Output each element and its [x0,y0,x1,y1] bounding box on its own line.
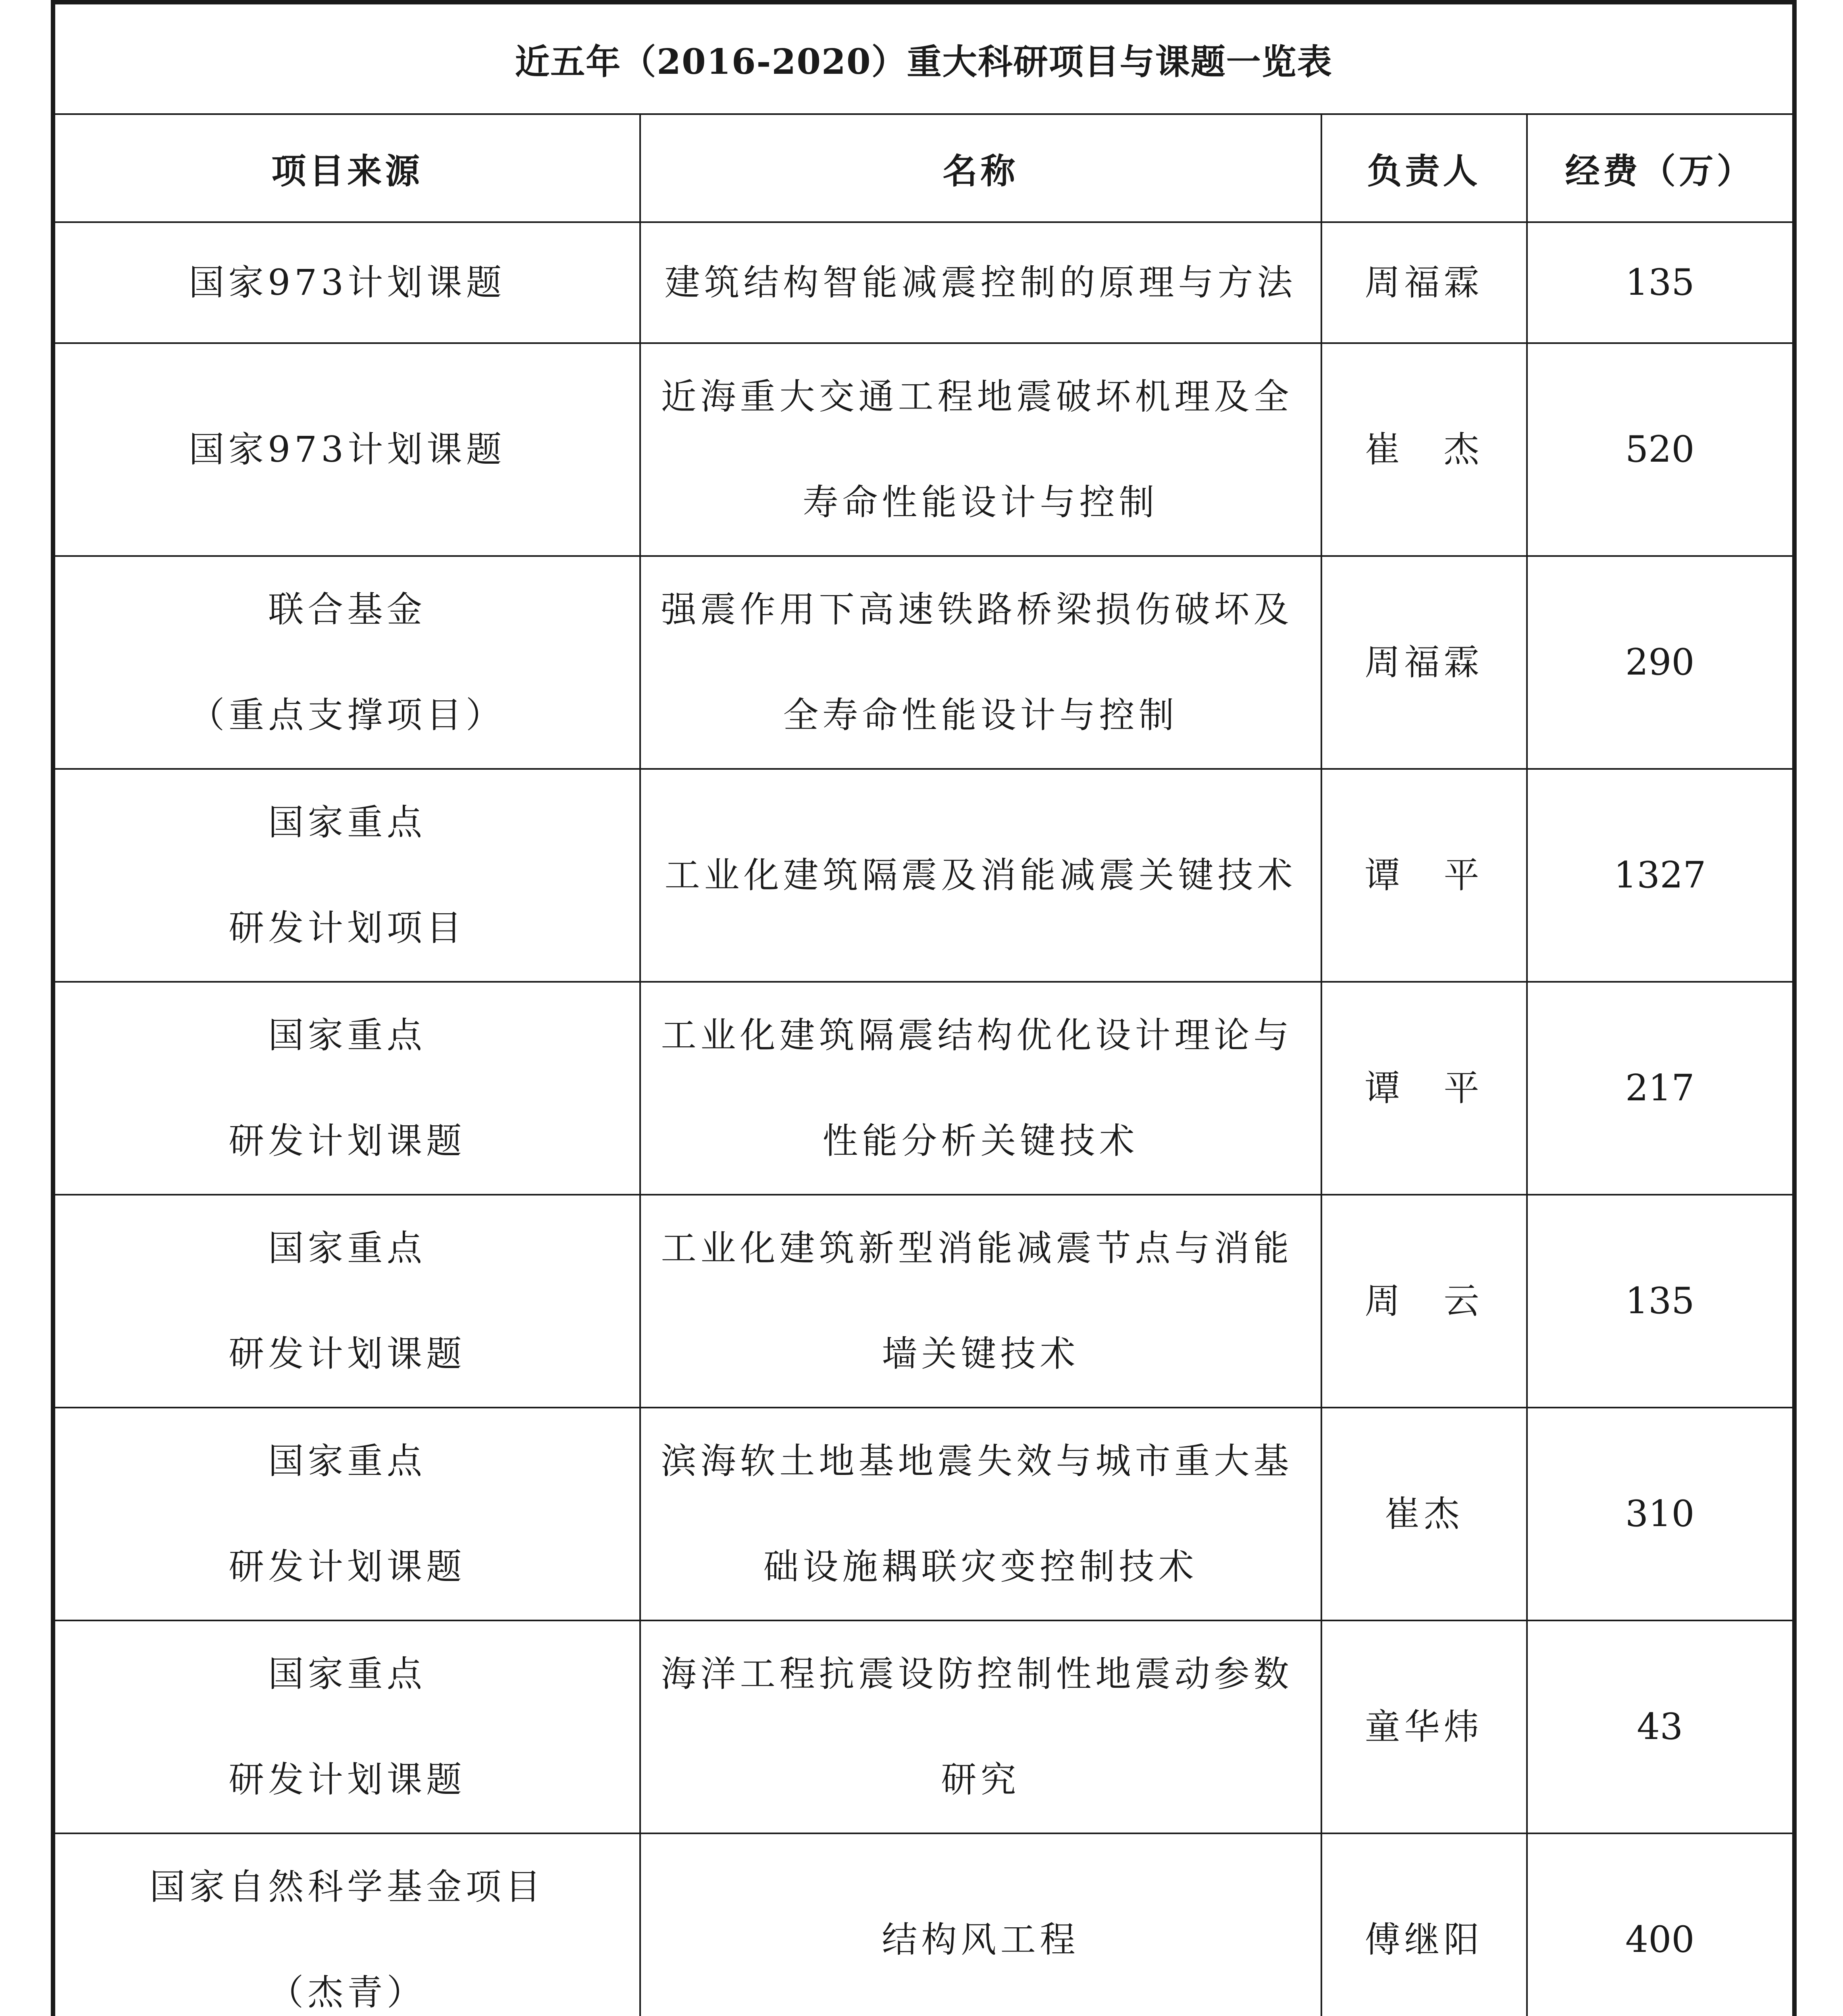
funding-value: 135 [1625,1280,1695,1322]
cell-source [53,982,640,1195]
table-row [53,343,1795,556]
cell-person [1321,1620,1527,1833]
table-row [53,1833,1795,2016]
name-line: 结构风工程 [882,1919,1080,1960]
funding-value: 310 [1625,1493,1695,1535]
cell-funding [1527,1833,1795,2016]
source-line: 研发计划课题 [229,1120,466,1162]
source-line: 国家重点 [268,1440,426,1482]
cell-person [1321,222,1527,343]
cell-source [53,1195,640,1408]
table-row [53,222,1795,343]
table-row [53,1195,1795,1408]
funding-value: 1327 [1614,854,1706,896]
table-title: 近五年（2016-2020）重大科研项目与课题一览表 [53,2,1795,115]
name-line: 墙关键技术 [882,1333,1080,1375]
table-header-row [53,114,1795,222]
cell-source [53,343,640,556]
cell-source [53,556,640,769]
name-line: 滨海软土地基地震失效与城市重大基 [661,1440,1293,1482]
header-source: 项目来源 [53,114,640,222]
name-line: 础设施耦联灾变控制技术 [763,1546,1198,1587]
table-row [53,769,1795,982]
cell-funding [1527,343,1795,556]
funding-value: 520 [1625,428,1695,471]
cell-name [640,343,1321,556]
person-name: 谭 平 [1365,854,1483,896]
source-line: 国家重点 [268,1227,426,1269]
name-line: 研究 [941,1759,1020,1800]
source-line: 国家重点 [268,1653,426,1695]
person-name: 谭 平 [1365,1067,1483,1109]
cell-source [53,1620,640,1833]
source-line: 研发计划课题 [229,1333,466,1375]
cell-person [1321,343,1527,556]
source-line: 国家重点 [268,1014,426,1056]
cell-source [53,1408,640,1620]
cell-source [53,222,640,343]
cell-name [640,1833,1321,2016]
source-line: 国家自然科学基金项目 [150,1866,545,1908]
cell-name [640,1620,1321,1833]
person-name: 傅继阳 [1365,1919,1483,1960]
cell-funding [1527,1408,1795,1620]
person-name: 周福霖 [1365,262,1483,303]
table-row [53,556,1795,769]
source-line: 国家973计划课题 [189,262,506,303]
name-line: 近海重大交通工程地震破坏机理及全 [661,376,1293,417]
cell-funding [1527,769,1795,982]
cell-funding [1527,1620,1795,1833]
cell-person [1321,982,1527,1195]
funding-value: 135 [1625,261,1695,304]
source-line: 研发计划项目 [229,907,466,949]
name-line: 海洋工程抗震设防控制性地震动参数 [661,1653,1293,1695]
source-line: 国家973计划课题 [189,429,506,470]
cell-person [1321,1833,1527,2016]
cell-funding [1527,556,1795,769]
cell-name [640,1408,1321,1620]
projects-table [51,0,1797,2016]
person-name: 周福霖 [1365,641,1483,683]
table-row [53,1620,1795,1833]
name-line: 工业化建筑隔震及消能减震关键技术 [664,854,1297,896]
cell-person [1321,556,1527,769]
cell-name [640,556,1321,769]
name-line: 寿命性能设计与控制 [803,481,1159,523]
table-row [53,1408,1795,1620]
header-funding: 经费（万） [1527,114,1795,222]
source-line: 研发计划课题 [229,1759,466,1800]
funding-value: 290 [1625,641,1695,683]
funding-value: 400 [1625,1918,1695,1961]
cell-source [53,1833,640,2016]
cell-name [640,1195,1321,1408]
name-line: 工业化建筑隔震结构优化设计理论与 [661,1014,1293,1056]
source-line: （重点支撑项目） [189,694,505,736]
funding-value: 217 [1625,1067,1695,1109]
cell-funding [1527,222,1795,343]
funding-value: 43 [1637,1706,1683,1748]
cell-name [640,222,1321,343]
source-line: 国家重点 [268,802,426,843]
header-name: 名称 [640,114,1321,222]
name-line: 性能分析关键技术 [822,1120,1139,1162]
source-line: 研发计划课题 [229,1546,466,1587]
cell-person [1321,1408,1527,1620]
cell-source [53,769,640,982]
cell-name [640,769,1321,982]
cell-name [640,982,1321,1195]
person-name: 崔 杰 [1365,429,1483,470]
cell-funding [1527,1195,1795,1408]
table-body [53,222,1795,2016]
name-line: 建筑结构智能减震控制的原理与方法 [664,262,1297,303]
name-line: 全寿命性能设计与控制 [783,694,1178,736]
cell-person [1321,769,1527,982]
person-name: 周 云 [1365,1280,1483,1322]
cell-person [1321,1195,1527,1408]
name-line: 工业化建筑新型消能减震节点与消能 [661,1227,1293,1269]
person-name: 崔杰 [1384,1493,1464,1535]
person-name: 童华炜 [1365,1706,1483,1747]
name-line: 强震作用下高速铁路桥梁损伤破坏及 [661,589,1293,630]
table-row [53,982,1795,1195]
cell-funding [1527,982,1795,1195]
source-line: （杰青） [268,1972,426,2013]
source-line: 联合基金 [268,589,426,630]
header-person: 负责人 [1321,114,1527,222]
